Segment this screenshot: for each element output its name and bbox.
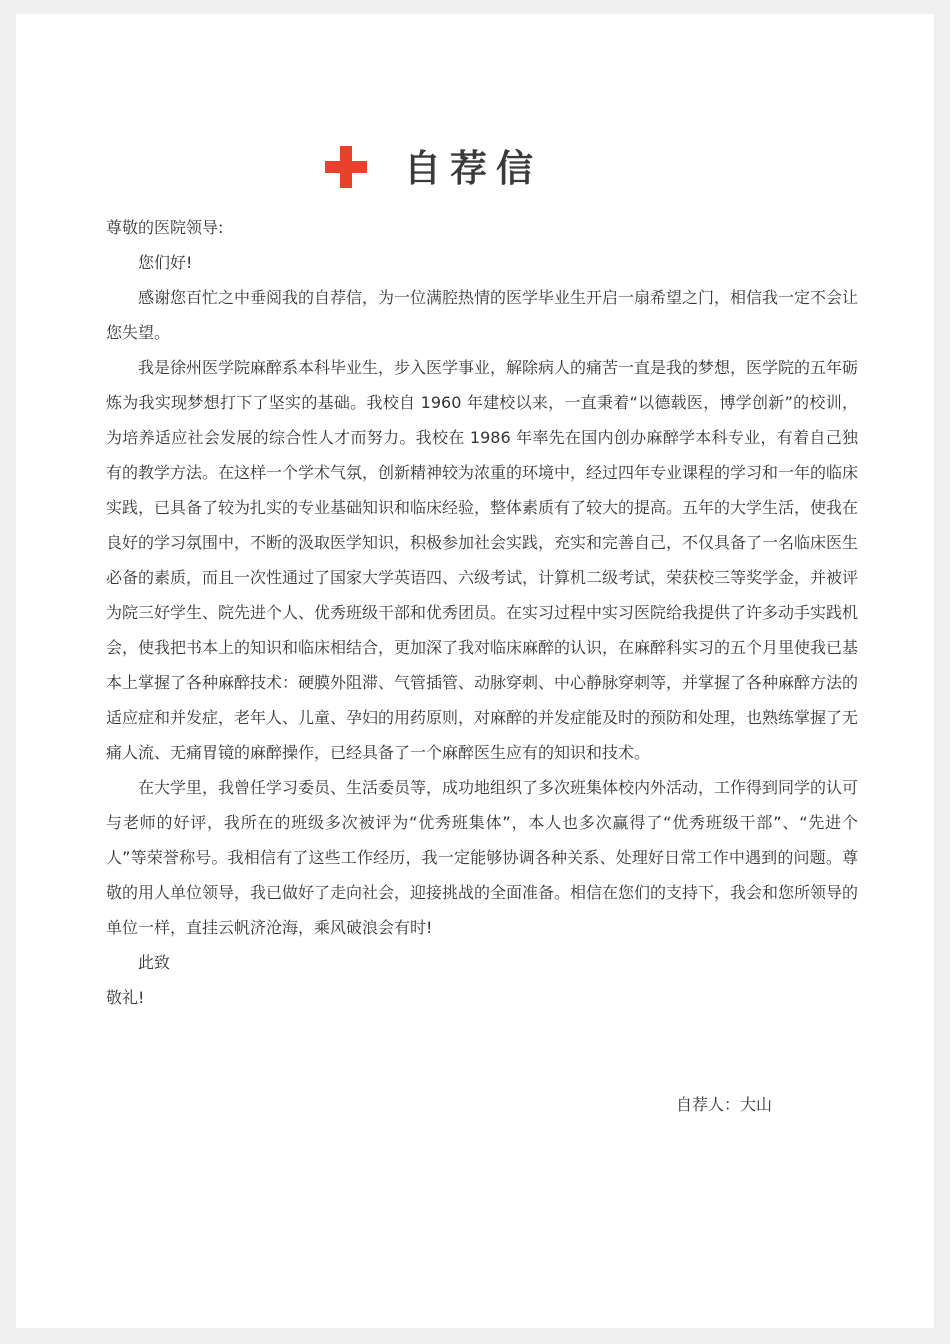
closing-line-2: 敬礼! [106,988,145,1007]
page-title: 自荐信 [404,147,542,190]
document-page [16,14,934,1328]
closing-line-1: 此致 [138,953,171,972]
red-cross-icon [325,146,367,188]
red-cross-bar-vertical [340,146,352,188]
greeting: 您们好! [138,253,193,272]
paragraph-education: 我是徐州医学院麻醉系本科毕业生，步入医学事业，解除病人的痛苦一直是我的梦想，医学院的五年砺炼为我实现梦想打下了坚实的基础。我校自 1960 年建校以来，一直秉着“以德载医，博学创新”的校训，为培养适应社会发展的综合性人才而努力。我校在 1986 年率先在国内创办麻醉学本科专业，有着自己独有的教学方法。在这样一个学术气氛，创新精神较为浓重的环境中，经过四年专业课程的学习和一年的临床实践，已具备了较为扎实的专业基础知识和临床经验，整体素质有了较大的提高。五年的大学生活，使我在良好的学习氛围中，不断的汲取医学知识，积极参加社会实践，充实和完善自己，不仅具备了一名临床医生必备的素质，而且一次性通过了国家大学英语四、六级考试，计算机二级考试，荣获校三等奖学金，并被评为院三好学生、院先进个人、优秀班级干部和优秀团员。在实习过程中实习医院给我提供了许多动手实践机会，使我把书本上的知识和临床相结合，更加深了我对临床麻醉的认识，在麻醉科实习的五个月里使我已基本上掌握了各种麻醉技术：硬膜外阻滞、气管插管、动脉穿刺、中心静脉穿刺等，并掌握了各种麻醉方法的适应症和并发症，老年人、儿童、孕妇的用药原则，对麻醉的并发症能及时的预防和处理，也熟练掌握了无痛人流、无痛胃镜的麻醉操作，已经具备了一个麻醉医生应有的知识和技术。 [106,358,859,762]
letter-body [106,210,858,1015]
salutation: 尊敬的医院领导: [106,218,224,237]
paragraph-intro: 感谢您百忙之中垂阅我的自荐信，为一位满腔热情的医学毕业生开启一扇希望之门，相信我一定不会让您失望。 [106,288,859,342]
title-row [16,144,934,204]
paragraph-experience: 在大学里，我曾任学习委员、生活委员等，成功地组织了多次班集体校内外活动，工作得到同学的认可与老师的好评，我所在的班级多次被评为“优秀班集体”，本人也多次赢得了“优秀班级干部”、“先进个人”等荣誉称号。我相信有了这些工作经历，我一定能够协调各种关系、处理好日常工作中遇到的问题。尊敬的用人单位领导，我已做好了走向社会，迎接挑战的全面准备。相信在您们的支持下，我会和您所领导的单位一样，直挂云帆济沧海，乘风破浪会有时! [106,778,859,937]
signature: 自荐人：大山 [676,1095,773,1114]
